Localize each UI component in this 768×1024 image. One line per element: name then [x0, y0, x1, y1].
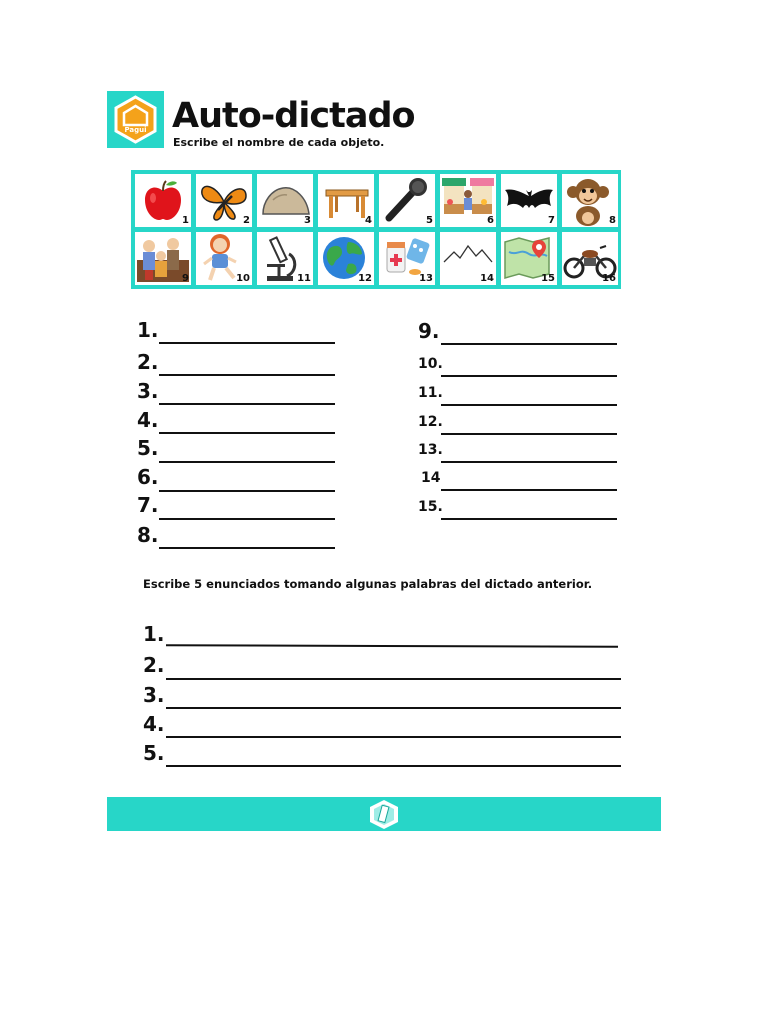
image-grid [131, 170, 621, 289]
sentence-line-4[interactable] [166, 736, 621, 738]
grid-number: 6 [487, 215, 494, 226]
answer-label: 15. [418, 499, 443, 515]
answer-label: 12. [418, 414, 443, 430]
answer-label: 3. [137, 379, 159, 403]
answer-label: 8. [137, 523, 159, 547]
grid-cell-1 [135, 174, 191, 227]
footer-bar [107, 797, 661, 831]
grid-cell-14 [440, 232, 496, 285]
answer-label: 13. [418, 442, 443, 458]
answer-line-2[interactable] [159, 374, 335, 376]
grid-number: 13 [419, 273, 433, 284]
sentence-line-2[interactable] [166, 678, 621, 680]
answer-label: 7. [137, 493, 159, 517]
grid-number: 11 [297, 273, 311, 284]
pencil-badge-icon [107, 797, 661, 831]
answer-line-3[interactable] [159, 403, 335, 405]
logo-hexagon-icon [107, 91, 164, 148]
answer-label: 2. [137, 350, 159, 374]
answer-label: 9. [418, 319, 440, 343]
grid-number: 1 [182, 215, 189, 226]
grid-cell-6 [440, 174, 496, 227]
answer-line-7[interactable] [159, 518, 335, 520]
sentence-line-1[interactable] [166, 644, 618, 648]
answer-line-5[interactable] [159, 461, 335, 463]
grid-number: 16 [602, 273, 616, 284]
answer-label: 11. [418, 385, 443, 401]
page-subtitle: Escribe el nombre de cada objeto. [173, 136, 385, 149]
sentence-label: 1. [143, 622, 165, 646]
answer-label: 10. [418, 356, 443, 372]
answer-line-11[interactable] [441, 404, 617, 406]
answer-line-10[interactable] [441, 375, 617, 377]
answer-line-12[interactable] [441, 433, 617, 435]
logo [107, 91, 164, 148]
grid-cell-5 [379, 174, 435, 227]
sentence-label: 4. [143, 712, 165, 736]
grid-number: 15 [541, 273, 555, 284]
grid-number: 7 [548, 215, 555, 226]
grid-cell-11 [257, 232, 313, 285]
grid-number: 4 [365, 215, 372, 226]
sentence-label: 5. [143, 741, 165, 765]
grid-number: 5 [426, 215, 433, 226]
grid-number: 12 [358, 273, 372, 284]
answer-line-1[interactable] [159, 342, 335, 344]
grid-number: 14 [480, 273, 494, 284]
grid-number: 3 [304, 215, 311, 226]
grid-number: 10 [236, 273, 250, 284]
grid-cell-8 [562, 174, 618, 227]
logo-text: Pagui [124, 126, 147, 134]
sentences-instruction: Escribe 5 enunciados tomando algunas palabras del dictado anterior. [143, 577, 593, 591]
grid-number: 9 [182, 273, 189, 284]
answer-line-8[interactable] [159, 547, 335, 549]
sentence-label: 3. [143, 683, 165, 707]
answer-label: 4. [137, 408, 159, 432]
grid-cell-3 [257, 174, 313, 227]
answer-line-14[interactable] [441, 489, 617, 491]
answer-line-6[interactable] [159, 490, 335, 492]
grid-cell-4 [318, 174, 374, 227]
sentence-line-3[interactable] [166, 707, 621, 709]
grid-cell-2 [196, 174, 252, 227]
sentence-line-5[interactable] [166, 765, 621, 767]
grid-cell-12 [318, 232, 374, 285]
grid-cell-7 [501, 174, 557, 227]
answer-label: 6. [137, 465, 159, 489]
grid-number: 2 [243, 215, 250, 226]
answer-line-15[interactable] [441, 518, 617, 520]
answer-line-9[interactable] [441, 343, 617, 345]
answer-line-4[interactable] [159, 432, 335, 434]
answer-label: 5. [137, 436, 159, 460]
grid-cell-15 [501, 232, 557, 285]
grid-cell-13 [379, 232, 435, 285]
answer-label: 14 [421, 470, 441, 486]
answer-label: 1. [137, 318, 159, 342]
grid-number: 8 [609, 215, 616, 226]
grid-cell-9 [135, 232, 191, 285]
grid-cell-10 [196, 232, 252, 285]
grid-cell-16 [562, 232, 618, 285]
answer-line-13[interactable] [441, 461, 617, 463]
sentence-label: 2. [143, 653, 165, 677]
page-title: Auto-dictado [172, 96, 415, 136]
